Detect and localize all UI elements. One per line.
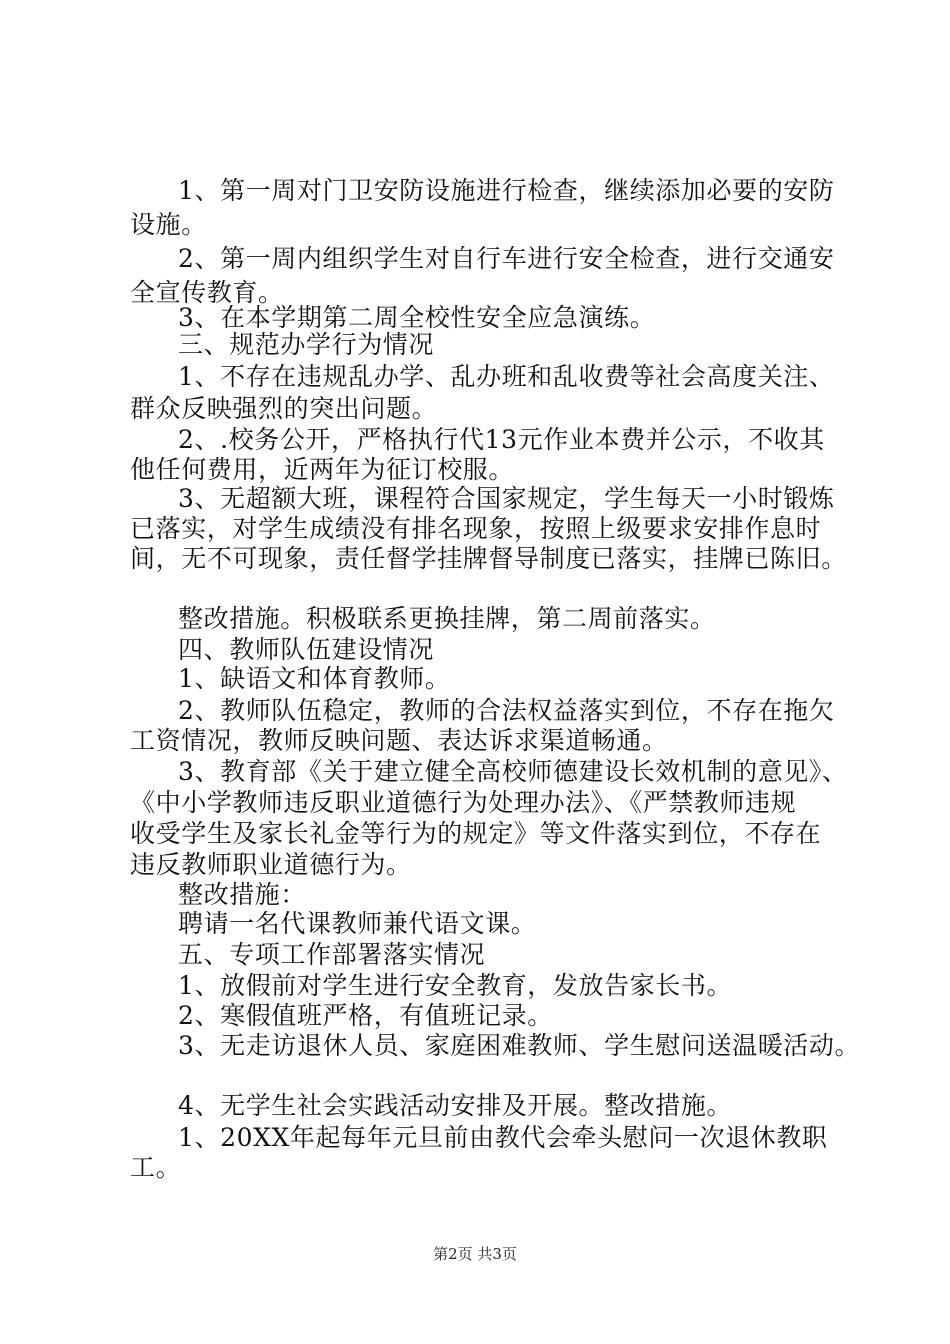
paragraph-line: 4、无学生社会实践活动安排及开展。整改措施。 — [178, 1091, 733, 1120]
paragraph-line: 已落实，对学生成绩没有排名现象，按照上级要求安排作息时 — [130, 514, 822, 543]
paragraph-line: 聘请一名代课教师兼代语文课。 — [178, 909, 537, 938]
paragraph-line: 群众反映强烈的突出问题。 — [130, 394, 438, 423]
paragraph-line: 整改措施。积极联系更换挂牌，第二周前落实。 — [178, 604, 716, 633]
paragraph-line: 3、无走访退休人员、家庭困难教师、学生慰问送温暖活动。 — [178, 1031, 861, 1060]
paragraph-line: 3、无超额大班，课程符合国家规定，学生每天一小时锻炼 — [178, 484, 835, 513]
paragraph-line: 工资情况，教师反映问题、表达诉求渠道畅通。 — [130, 726, 668, 755]
paragraph-line: 2、.校务公开，严格执行代13元作业本费并公示，不收其 — [178, 425, 825, 454]
paragraph-line: 《中小学教师违反职业道德行为处理办法》、《严禁教师违规 — [130, 788, 797, 817]
paragraph-line: 1、20XX年起每年元旦前由教代会牵头慰问一次退休教职 — [178, 1123, 828, 1152]
paragraph-line: 2、第一周内组织学生对自行车进行安全检查，进行交通安 — [178, 244, 835, 273]
paragraph-line: 1、第一周对门卫安防设施进行检查，继续添加必要的安防 — [178, 176, 835, 205]
paragraph-line: 全宣传教育。 — [130, 278, 284, 307]
paragraph-line: 1、缺语文和体育教师。 — [178, 664, 451, 693]
paragraph-line: 他任何费用，近两年为征订校服。 — [130, 455, 515, 484]
paragraph-line: 收受学生及家长礼金等行为的规定》等文件落实到位，不存在 — [130, 819, 822, 848]
paragraph-line: 间，无不可现象，责任督学挂牌督导制度已落实，挂牌已陈旧。 — [130, 544, 847, 573]
section-heading: 四、教师队伍建设情况 — [178, 635, 435, 664]
paragraph-line: 设施。 — [130, 210, 207, 239]
paragraph-line: 2、教师队伍稳定，教师的合法权益落实到位，不存在拖欠 — [178, 696, 835, 725]
paragraph-line: 3、教育部《关于建立健全高校师德建设长效机制的意见》、 — [178, 757, 848, 786]
paragraph-line: 2、寒假值班严格，有值班记录。 — [178, 1001, 553, 1030]
paragraph-line: 违反教师职业道德行为。 — [130, 850, 412, 879]
paragraph-line: 3、在本学期第二周全校性安全应急演练。 — [178, 303, 656, 332]
paragraph-line: 工。 — [130, 1153, 182, 1182]
section-heading: 五、专项工作部署落实情况 — [178, 940, 486, 969]
paragraph-line: 1、放假前对学生进行安全教育，发放告家长书。 — [178, 971, 733, 1000]
section-heading: 三、规范办学行为情况 — [178, 330, 435, 359]
paragraph-line: 整改措施： — [178, 880, 307, 909]
paragraph-line: 1、不存在违规乱办学、乱办班和乱收费等社会高度关注、 — [178, 362, 835, 391]
page-number-footer: 第2页 共3页 — [433, 1245, 517, 1263]
